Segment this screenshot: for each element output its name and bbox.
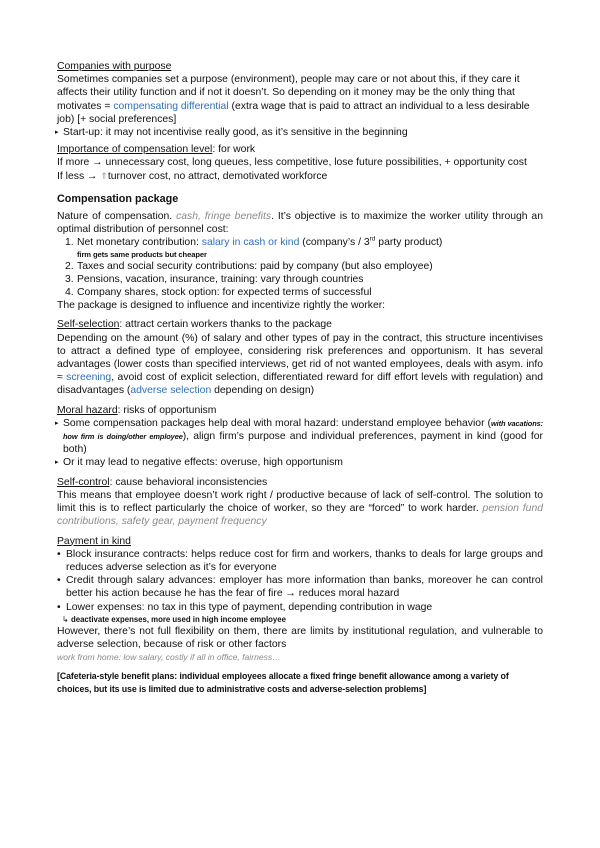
self-control-text: This means that employee doesn’t work right / productive because of lack of self-control. The solution to limit this is to reflect particularly the choice of worker, so they are “forced” to work harder. pension fund contributions, safety gear, payment frequency — [57, 489, 544, 528]
moral-hazard-bullet-1: ▸ Some compensation packages help deal with moral hazard: understand employee behavior (with vacations: how firm is doing/other employee), align firm’s purpose and individual preferences, payment in kind (good for both) — [57, 417, 543, 457]
work-from-home-note: work from home: low salary, costly if all in office, fairness… — [57, 652, 281, 663]
self-selection-heading: Self-selection: attract certain workers thanks to the package — [57, 319, 332, 331]
sub-arrow-icon: ↳ — [62, 614, 69, 624]
companies-purpose-heading: Companies with purpose — [57, 61, 172, 72]
importance-more: If more → unnecessary cost, long queues, less competitive, lose future possibilities, + opportunity cost — [57, 157, 527, 169]
moral-hazard-bullet-2: ▸ Or it may lead to negative effects: overuse, high opportunism — [57, 456, 543, 469]
package-item-4: 4. Company shares, stock option: for expected terms of successful — [65, 287, 372, 299]
package-item-3: 3. Pensions, vacation, insurance, training: vary through countries — [65, 273, 364, 285]
payment-bullet-3: • Lower expenses: no tax in this type of payment, depending contribution in wage — [57, 601, 433, 613]
package-item-1: 1. Net monetary contribution: salary in cash or kind (company’s / 3rd party product) — [65, 235, 443, 249]
up-arrow-icon: ⇑ — [100, 170, 108, 181]
cafeteria-plans-note: [Cafeteria-style benefit plans: individual employees allocate a fixed fringe benefit allowance among a variety of choices, but its use is limited due to administrative costs and adverse-selection problems] — [57, 671, 509, 695]
package-intro: Nature of compensation. cash, fringe benefits. It’s objective is to maximize the worker utility through an optimal distribution of personnel cost: — [57, 211, 543, 236]
package-list — [57, 236, 543, 299]
self-control-heading: Self-control: cause behavioral inconsistencies — [57, 476, 268, 488]
document-page — [57, 60, 543, 696]
self-selection-text: Depending on the amount (%) of salary and other types of pay in the contract, this structure incentivises to attract a defined type of employee, considering risk preferences and opportunism. It has several advantages (lower costs than specified interviews, get rid of not wanted employees, deals with asym. info ≈ screening, avoid cost of explicit selection, differentiated reward for diff effort levels with regulation) and disadvantages (adverse selection depending on design) — [57, 332, 544, 397]
compensation-package-heading: Compensation package — [57, 192, 179, 205]
companies-purpose-text: Sometimes companies set a purpose (environment), people may care or not about this, if they care it affects their utility function and if not it doesn’t. So depending on it money may be the only thing that motivates = compensating differential (extra wage that is paid to attract an individual to a less desirable job) [+ social preferences] — [57, 74, 530, 125]
importance-less: If less → ⇑turnover cost, no attract, demotivated workforce — [57, 170, 328, 182]
payment-kind-heading: Payment in kind — [57, 535, 131, 547]
payment-bullet-3-sub: ↳ deactivate expenses, more used in high income employee — [62, 614, 286, 624]
package-item-1-note: firm gets same products but cheaper — [77, 249, 207, 259]
payment-bullet-2: • Credit through salary advances: employer has more information than banks, moreover he can control better his action because he has the fear of fire → reduces moral hazard — [57, 575, 543, 600]
payment-bullet-1: • Block insurance contracts: helps reduce cost for firm and workers, thanks to deals for large groups and reduces adverse selection as it’s for everyone — [57, 548, 543, 573]
startup-note: ▸ Start-up: it may not incentivise really good, as it’s sensitive in the beginning — [57, 126, 543, 139]
importance-heading: Importance of compensation level: for work — [57, 144, 256, 156]
package-closing: The package is designed to influence and incentivize rightly the worker: — [57, 300, 386, 312]
compensating-differential-term: compensating differential — [113, 100, 229, 112]
moral-hazard-heading: Moral hazard: risks of opportunism — [57, 404, 217, 416]
package-item-2: 2. Taxes and social security contributions: paid by company (but also employee) — [65, 260, 433, 272]
payment-however: However, there’s not full flexibility on them, there are limits by institutional regulation, and vulnerable to adverse selection, because of risk or other factors — [57, 625, 543, 650]
